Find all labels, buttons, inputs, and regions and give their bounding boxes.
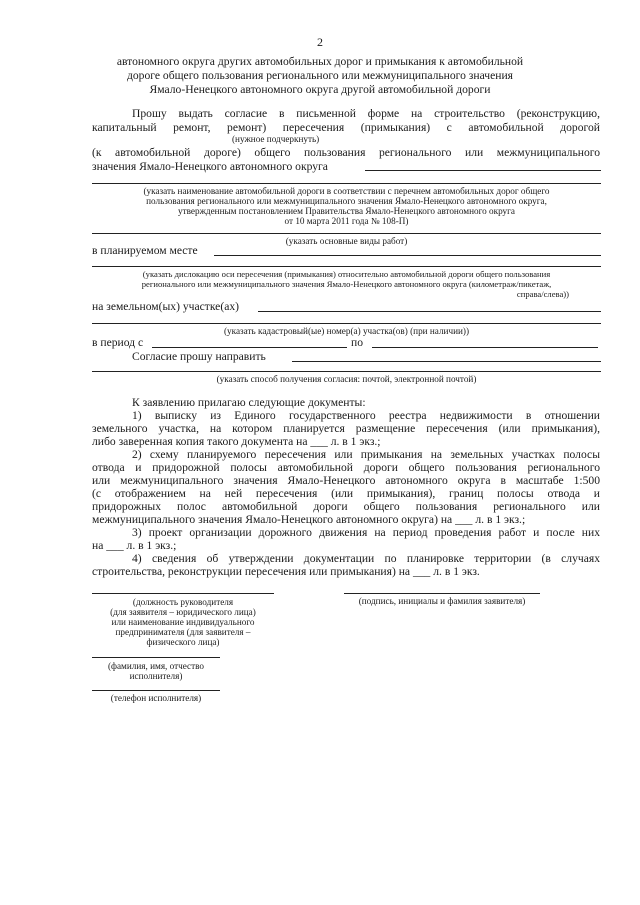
hint-road-2: пользования регионального или межмуниципального значения Ямало-Ненецкого автономного округа,	[146, 196, 547, 206]
land-plot-label: на земельном(ых) участке(ах)	[92, 300, 239, 313]
hint-road-4: от 10 марта 2011 года № 108-П)	[284, 216, 409, 226]
sig-left-5: физического лица)	[146, 637, 220, 647]
item2-line-2: отвода и придорожной полосы автомобильной дороги общего пользования регионального	[92, 461, 600, 474]
send-to-field-2[interactable]	[92, 371, 601, 372]
position-field[interactable]	[92, 593, 274, 594]
page-number: 2	[317, 35, 323, 49]
item3-line-1: 3) проект организации дорожного движения на период проведения работ и после них	[132, 526, 600, 539]
road-name-field-2[interactable]	[92, 183, 601, 184]
sig-left-4: предпринимателя (для заявителя –	[115, 627, 251, 637]
executor-field[interactable]	[92, 657, 220, 658]
item2-line-3: или межмуниципального значения Ямало-Ненецкого автономного округа в масштабе 1:500	[92, 474, 600, 487]
executor-2: исполнителя)	[129, 671, 183, 681]
hint-delivery: (указать способ получения согласия: почтой, электронной почтой)	[216, 374, 477, 384]
phone-field[interactable]	[92, 690, 220, 691]
item2-line-6: межмуниципального значения Ямало-Ненецкого автономного округа) на ___ л. в 1 экз.;	[92, 513, 526, 526]
hint-underline: (нужное подчеркнуть)	[232, 134, 320, 144]
heading-line-2: дороге общего пользования регионального или межмуниципального значения	[126, 69, 513, 82]
sig-left-3: или наименование индивидуального	[111, 617, 255, 627]
item2-line-4: (с отображением на ней пересечения (или примыкания), границ полосы отвода и	[92, 487, 600, 500]
hint-cadastral: (указать кадастровый(ые) номер(а) участка(ов) (при наличии))	[223, 326, 470, 336]
item2-line-5: придорожных полос автомобильной дороги общего пользования регионального или	[92, 500, 600, 513]
period-from-label: в период с	[92, 336, 144, 349]
item1-line-1: 1) выписку из Единого государственного реестра недвижимости в отношении	[132, 409, 600, 422]
period-from-field[interactable]	[152, 347, 347, 348]
period-to-label: по	[351, 336, 364, 349]
heading-line-3: Ямало-Ненецкого автономного округа другой автомобильной дороги	[149, 83, 491, 96]
request-line-2: капитальный ремонт, ремонт) пересечения (примыкания) с автомобильной дорогой	[92, 121, 600, 134]
hint-location-2: регионального или межмуниципального значения Ямало-Ненецкого автономного округа (километраж/пикетаж,	[141, 279, 552, 289]
road-name-field[interactable]	[365, 170, 601, 171]
request-line-3: (к автомобильной дороге) общего пользования регионального или межмуниципального	[92, 146, 600, 159]
land-plot-field[interactable]	[258, 311, 601, 312]
request-line-4: значения Ямало-Ненецкого автономного округа	[92, 160, 328, 173]
send-to-field[interactable]	[292, 361, 601, 362]
planned-place-label: в планируемом месте	[92, 244, 198, 257]
signature-field[interactable]	[344, 593, 540, 594]
item1-line-3: либо заверенная копия такого документа на ___ л. в 1 экз.;	[92, 435, 381, 448]
attachments-intro: К заявлению прилагаю следующие документы:	[132, 396, 366, 409]
heading-line-1: автономного округа других автомобильных дорог и примыкания к автомобильной	[116, 55, 524, 68]
item3-line-2: на ___ л. в 1 экз.;	[92, 539, 177, 552]
planned-place-field-2[interactable]	[92, 266, 601, 267]
hint-road-3: утвержденным постановлением Правительства Ямало-Ненецкого автономного округа	[178, 206, 515, 216]
sig-left-2: (для заявителя – юридического лица)	[110, 607, 256, 617]
hint-road-1: (указать наименование автомобильной дороги в соответствии с перечнем автомобильных дорог общего	[143, 186, 550, 196]
send-to-label: Согласие прошу направить	[132, 350, 266, 363]
period-to-field[interactable]	[372, 347, 598, 348]
request-line-1: Прошу выдать согласие в письменной форме на строительство (реконструкцию,	[132, 107, 600, 120]
hint-location-1: (указать дислокацию оси пересечения (примыкания) относительно автомобильной дороги общего пользования	[142, 269, 551, 279]
item2-line-1: 2) схему планируемого пересечения или примыкания на земельных участках полосы	[132, 448, 600, 461]
executor-1: (фамилия, имя, отчество	[107, 661, 205, 671]
works-field[interactable]	[92, 233, 601, 234]
phone-label: (телефон исполнителя)	[110, 693, 202, 703]
planned-place-field[interactable]	[214, 255, 601, 256]
hint-location-3: справа/слева))	[516, 289, 569, 299]
sig-left-1: (должность руководителя	[132, 597, 234, 607]
item4-line-1: 4) сведения об утверждении документации по планировке территории (в случаях	[132, 552, 600, 565]
item1-line-2: земельного участка, на котором планируется размещение пересечения (или примыкания),	[92, 422, 600, 435]
hint-works: (указать основные виды работ)	[285, 236, 408, 246]
item4-line-2: строительства, реконструкции пересечения или примыкания) на ___ л. в 1 экз.	[92, 565, 480, 578]
sig-right: (подпись, инициалы и фамилия заявителя)	[358, 596, 526, 606]
land-plot-field-2[interactable]	[92, 323, 601, 324]
